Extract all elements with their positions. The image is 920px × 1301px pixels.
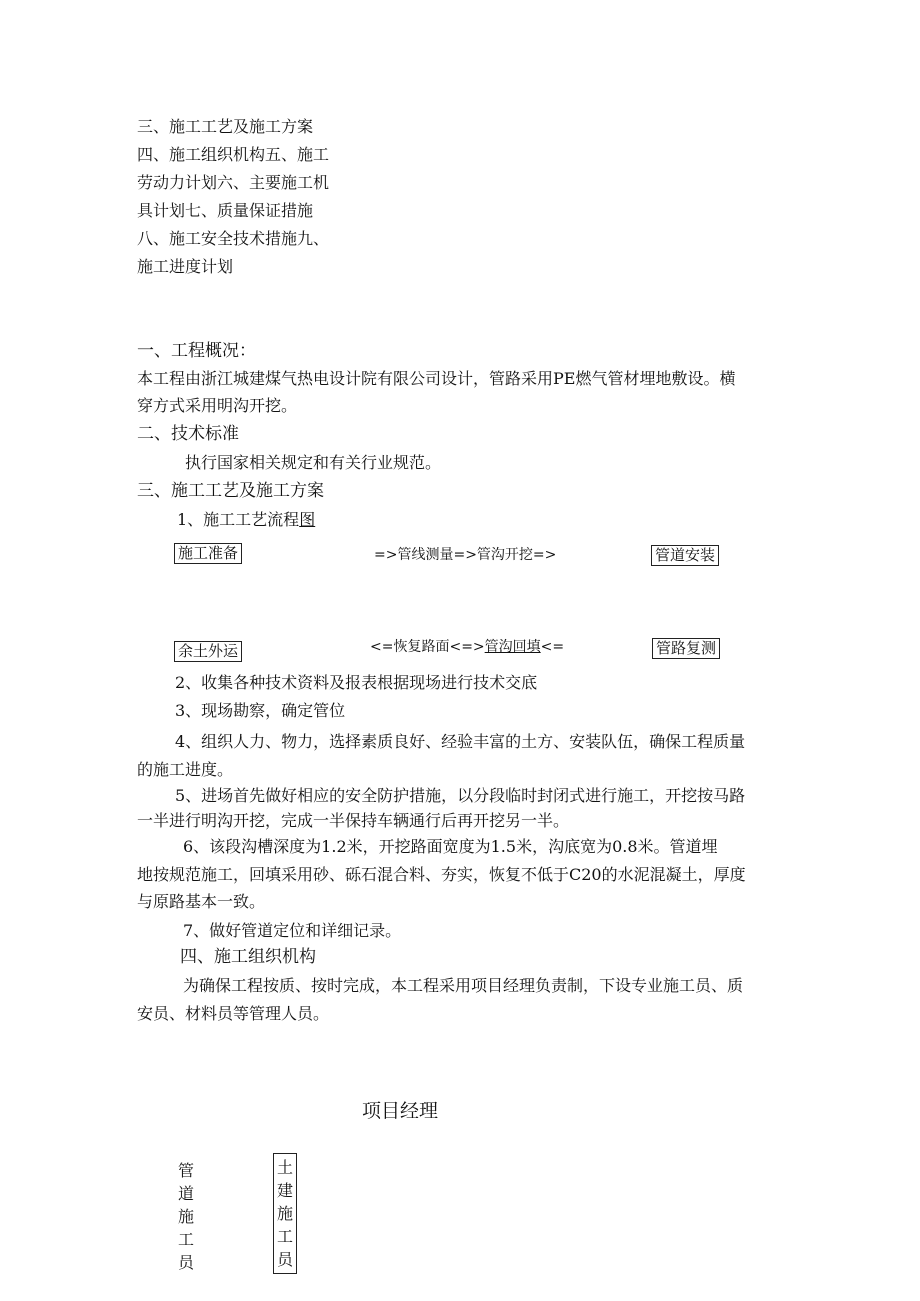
flow-arrow-suffix: <= bbox=[540, 639, 565, 655]
item-5-cont: 一半进行明沟开挖，完成一半保持车辆通行后再开挖另一半。 bbox=[137, 811, 570, 830]
toc-line: 具计划七、质量保证措施 bbox=[137, 201, 314, 220]
flow-backfill: 管沟回填 bbox=[484, 639, 541, 655]
section-1-title: 一、工程概况： bbox=[137, 341, 256, 361]
org-top-project-manager: 项目经理 bbox=[362, 1100, 439, 1122]
item-7: 7、做好管道定位和详细记录。 bbox=[183, 921, 402, 940]
flow-box-install: 管道安装 bbox=[651, 545, 719, 566]
org-char: 道 bbox=[177, 1184, 194, 1203]
item-5: 5、进场首先做好相应的安全防护措施，以分段临时封闭式进行施工，开挖按马路 bbox=[175, 786, 746, 805]
item-4: 4、组织人力、物力，选择素质良好、经验丰富的土方、安装队伍，确保工程质量 bbox=[175, 732, 746, 751]
org-char: 员 bbox=[276, 1250, 293, 1269]
subtitle-underlined: 图 bbox=[299, 510, 316, 529]
toc-line: 四、施工组织机构五、施工 bbox=[137, 145, 330, 164]
org-pipeline-staff bbox=[176, 1159, 196, 1274]
org-char: 施 bbox=[177, 1207, 194, 1226]
flow-box-haul: 余土外运 bbox=[174, 641, 242, 662]
section-1-paragraph: 穿方式采用明沟开挖。 bbox=[137, 396, 298, 415]
toc-line: 三、施工工艺及施工方案 bbox=[137, 117, 314, 136]
org-char: 工 bbox=[177, 1230, 194, 1249]
toc-line: 施工进度计划 bbox=[137, 257, 234, 276]
section-3-title: 三、施工工艺及施工方案 bbox=[137, 481, 324, 501]
section-4-paragraph: 安员、材料员等管理人员。 bbox=[137, 1004, 330, 1023]
item-6: 6、该段沟槽深度为1.2米，开挖路面宽度为1.5米，沟底宽为0.8米。管道埋 bbox=[183, 837, 718, 856]
section-4-paragraph: 为确保工程按质、按时完成，本工程采用项目经理负责制，下设专业施工员、质 bbox=[183, 976, 744, 995]
section-2-text: 执行国家相关规定和有关行业规范。 bbox=[185, 453, 442, 472]
section-1-paragraph: 本工程由浙江城建煤气热电设计院有限公司设计，管路采用PE燃气管材埋地敷设。横 bbox=[137, 369, 736, 388]
section-4-title: 四、施工组织机构 bbox=[180, 947, 316, 967]
flow-box-recheck: 管路复测 bbox=[652, 638, 720, 659]
org-char: 土 bbox=[276, 1158, 293, 1177]
toc-line: 劳动力计划六、主要施工机 bbox=[137, 173, 330, 192]
org-char: 工 bbox=[276, 1227, 293, 1246]
item-6-cont: 地按规范施工，回填采用砂、砾石混合料、夯实，恢复不低于C20的水泥混凝土，厚度 bbox=[137, 865, 746, 884]
org-char: 建 bbox=[276, 1181, 293, 1200]
flow-arrow-text-back bbox=[370, 638, 564, 657]
item-4-cont: 的施工进度。 bbox=[137, 760, 234, 779]
flow-arrow-prefix: <=恢复路面<=> bbox=[370, 639, 485, 655]
section-3-subtitle bbox=[177, 509, 315, 531]
flow-box-prepare: 施工准备 bbox=[174, 543, 242, 564]
org-char: 员 bbox=[177, 1253, 194, 1272]
org-civil-staff-box bbox=[273, 1153, 297, 1274]
item-3: 3、现场勘察，确定管位 bbox=[175, 701, 346, 720]
org-char: 施 bbox=[276, 1204, 293, 1223]
item-6-cont: 与原路基本一致。 bbox=[137, 892, 266, 911]
section-2-title: 二、技术标准 bbox=[137, 424, 239, 444]
toc-line: 八、施工安全技术措施九、 bbox=[137, 229, 330, 248]
org-char: 管 bbox=[177, 1161, 194, 1180]
flow-arrow-text: =>管线测量=>管沟开挖=> bbox=[374, 547, 557, 563]
subtitle-text: 1、施工工艺流程 bbox=[177, 510, 300, 529]
item-2: 2、收集各种技术资料及报表根据现场进行技术交底 bbox=[175, 673, 538, 692]
